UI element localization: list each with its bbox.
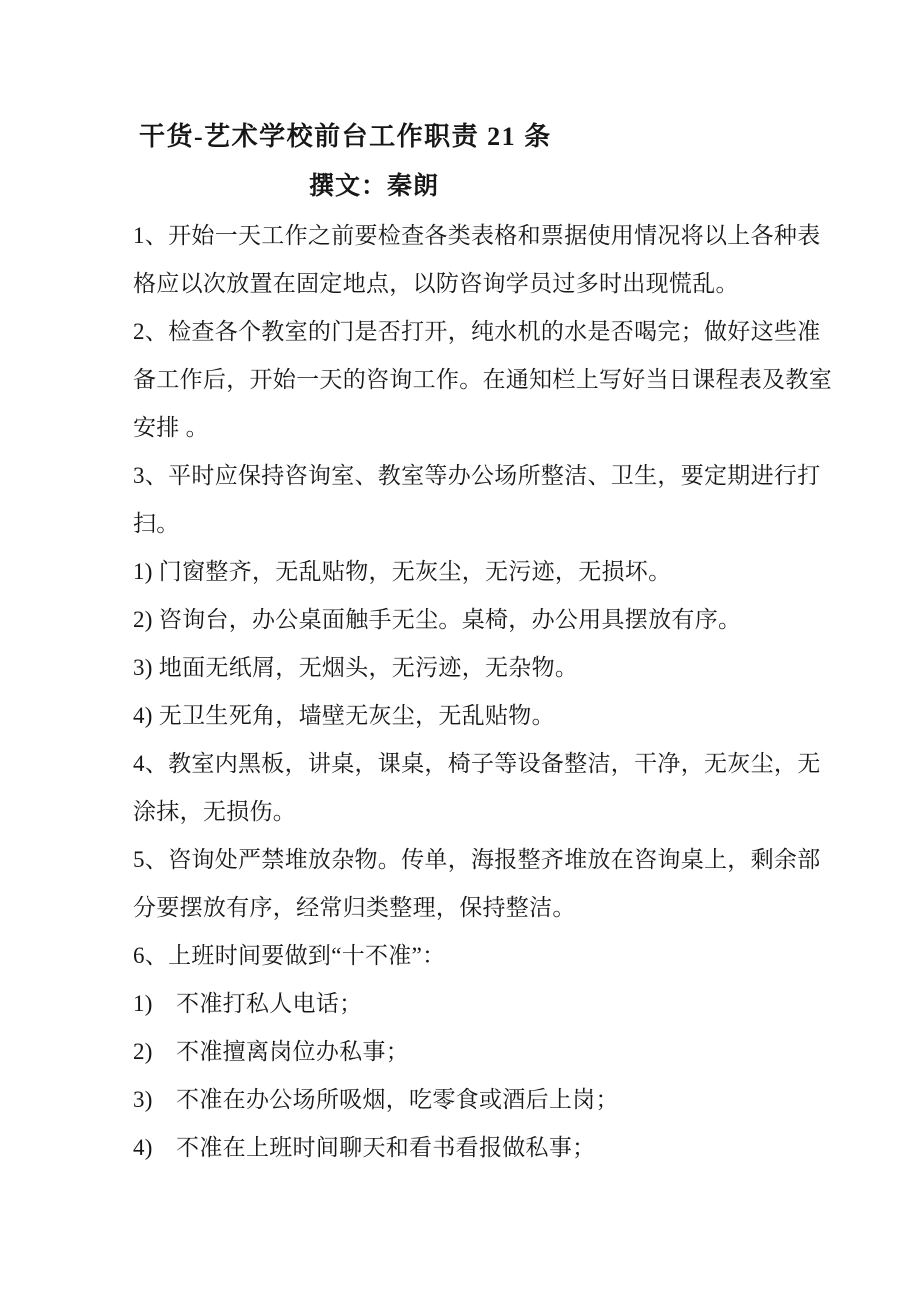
document-line: 6、上班时间要做到“十不准”：: [133, 943, 446, 968]
document-byline: 撰文：秦朗: [309, 173, 440, 200]
document-line: 4) 不准在上班时间聊天和看书看报做私事；: [133, 1135, 596, 1160]
document-line: 5、咨询处严禁堆放杂物。传单，海报整齐堆放在咨询桌上，剩余部: [133, 847, 821, 872]
document-body: [133, 212, 853, 1172]
document-line: 安排 。: [133, 415, 209, 440]
document-line: 2、检查各个教室的门是否打开，纯水机的水是否喝完；做好这些准: [133, 319, 821, 344]
document-title: 干货-艺术学校前台工作职责 21 条: [139, 122, 552, 151]
document-line: 格应以次放置在固定地点，以防咨询学员过多时出现慌乱。: [133, 271, 739, 296]
document-line: 4) 无卫生死角，墙壁无灰尘，无乱贴物。: [133, 703, 555, 728]
document-line: 2) 不准擅离岗位办私事；: [133, 1039, 410, 1064]
document-line: 分要摆放有序，经常归类整理，保持整洁。: [133, 895, 576, 920]
document-line: 3) 地面无纸屑，无烟头，无污迹，无杂物。: [133, 655, 579, 680]
document-line: 备工作后，开始一天的咨询工作。在通知栏上写好当日课程表及教室: [133, 367, 832, 392]
document-line: 3) 不准在办公场所吸烟，吃零食或酒后上岗；: [133, 1087, 619, 1112]
document-line: 4、教室内黑板，讲桌，课桌，椅子等设备整洁，干净，无灰尘，无: [133, 751, 821, 776]
document-line: 扫。: [133, 511, 180, 536]
document-line: 1) 门窗整齐，无乱贴物，无灰尘，无污迹，无损坏。: [133, 559, 672, 584]
document-line: 2) 咨询台，办公桌面触手无尘。桌椅，办公用具摆放有序。: [133, 607, 742, 632]
document-line: 3、平时应保持咨询室、教室等办公场所整洁、卫生，要定期进行打: [133, 463, 821, 488]
document-line: 涂抹，无损伤。: [133, 799, 297, 824]
document-line: 1) 不准打私人电话；: [133, 991, 363, 1016]
document-line: 1、开始一天工作之前要检查各类表格和票据使用情况将以上各种表: [133, 223, 821, 248]
